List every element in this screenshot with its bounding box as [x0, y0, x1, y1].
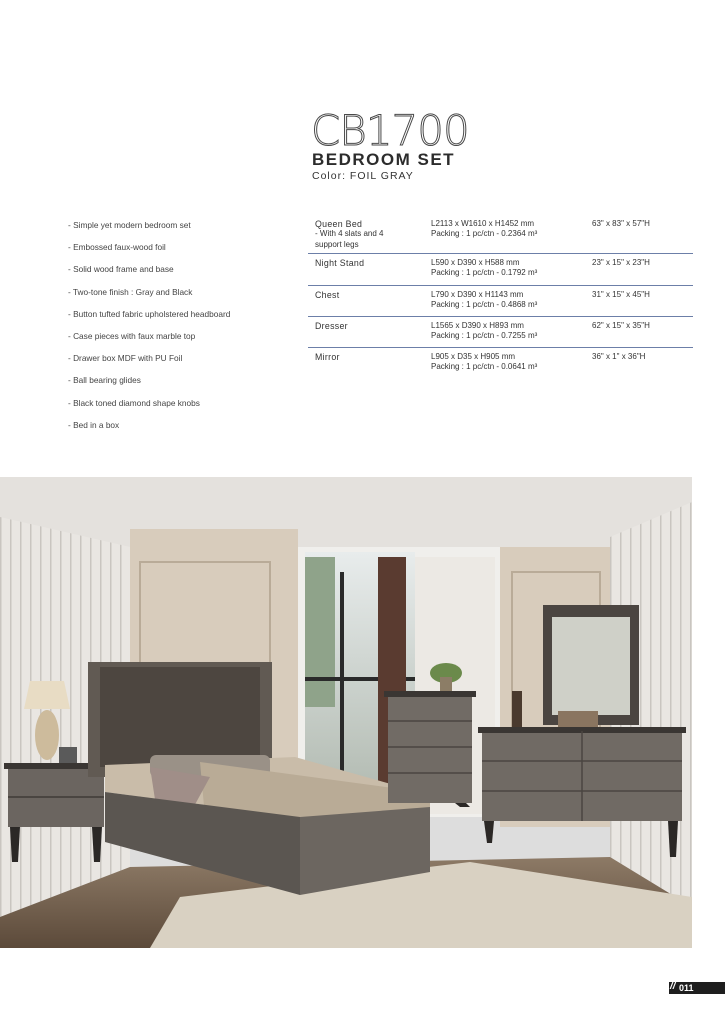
- spec-name: Chest: [315, 290, 340, 300]
- spec-packing: Packing : 1 pc/ctn - 0.1792 m³: [431, 268, 538, 277]
- spec-dimensions: L1565 x D390 x H893 mm: [431, 321, 524, 330]
- page-number: 011: [679, 983, 694, 993]
- spec-row-mirror: [308, 348, 693, 378]
- spec-inches: 63" x 83" x 57"H: [592, 219, 650, 228]
- spec-note: - With 4 slats and 4 support legs: [315, 229, 384, 249]
- spec-name: Queen Bed: [315, 219, 363, 229]
- spec-inches: 36" x 1" x 36"H: [592, 352, 646, 361]
- page-number-tab: [669, 982, 725, 994]
- product-title: BEDROOM SET: [312, 150, 456, 169]
- feature-item: - Button tufted fabric upholstered headboard: [68, 308, 231, 319]
- feature-item: - Two-tone finish : Gray and Black: [68, 286, 193, 297]
- spec-inches: 62" x 15" x 35"H: [592, 321, 650, 330]
- feature-item: - Drawer box MDF with PU Foil: [68, 353, 183, 364]
- spec-name: Mirror: [315, 352, 340, 362]
- feature-item: - Black toned diamond shape knobs: [68, 397, 200, 408]
- spec-row-chest: [308, 286, 693, 317]
- feature-list: [68, 219, 230, 441]
- spec-packing: Packing : 1 pc/ctn - 0.0641 m³: [431, 362, 538, 371]
- spec-name: Night Stand: [315, 258, 365, 268]
- feature-item: - Solid wood frame and base: [68, 264, 174, 275]
- spec-inches: 23" x 15" x 23"H: [592, 258, 650, 267]
- spec-packing: Packing : 1 pc/ctn - 0.4868 m³: [431, 300, 538, 309]
- spec-row-night-stand: [308, 254, 693, 286]
- feature-item: - Simple yet modern bedroom set: [68, 220, 191, 230]
- spec-dimensions: L590 x D390 x H588 mm: [431, 258, 520, 267]
- color-label: Color: FOIL GRAY: [312, 170, 414, 182]
- spec-row-dresser: [308, 317, 693, 348]
- page-number-slashes: //: [670, 981, 676, 992]
- feature-item: - Ball bearing glides: [68, 375, 141, 386]
- spec-packing: Packing : 1 pc/ctn - 0.7255 m³: [431, 331, 538, 340]
- spec-dimensions: L905 x D35 x H905 mm: [431, 352, 516, 361]
- spec-table: [308, 215, 693, 378]
- spec-inches: 31" x 15" x 45"H: [592, 290, 650, 299]
- spec-row-queen-bed: [308, 215, 693, 254]
- feature-item: - Case pieces with faux marble top: [68, 330, 196, 341]
- spec-packing: Packing : 1 pc/ctn - 0.2364 m³: [431, 229, 538, 238]
- room-photo: [0, 477, 692, 948]
- feature-item: - Bed in a box: [68, 419, 120, 430]
- model-number: CB1700: [311, 106, 469, 155]
- spec-name: Dresser: [315, 321, 348, 331]
- spec-dimensions: L790 x D390 x H1143 mm: [431, 290, 524, 299]
- feature-item: - Embossed faux-wood foil: [68, 242, 166, 253]
- spec-dimensions: L2113 x W1610 x H1452 mm: [431, 219, 535, 228]
